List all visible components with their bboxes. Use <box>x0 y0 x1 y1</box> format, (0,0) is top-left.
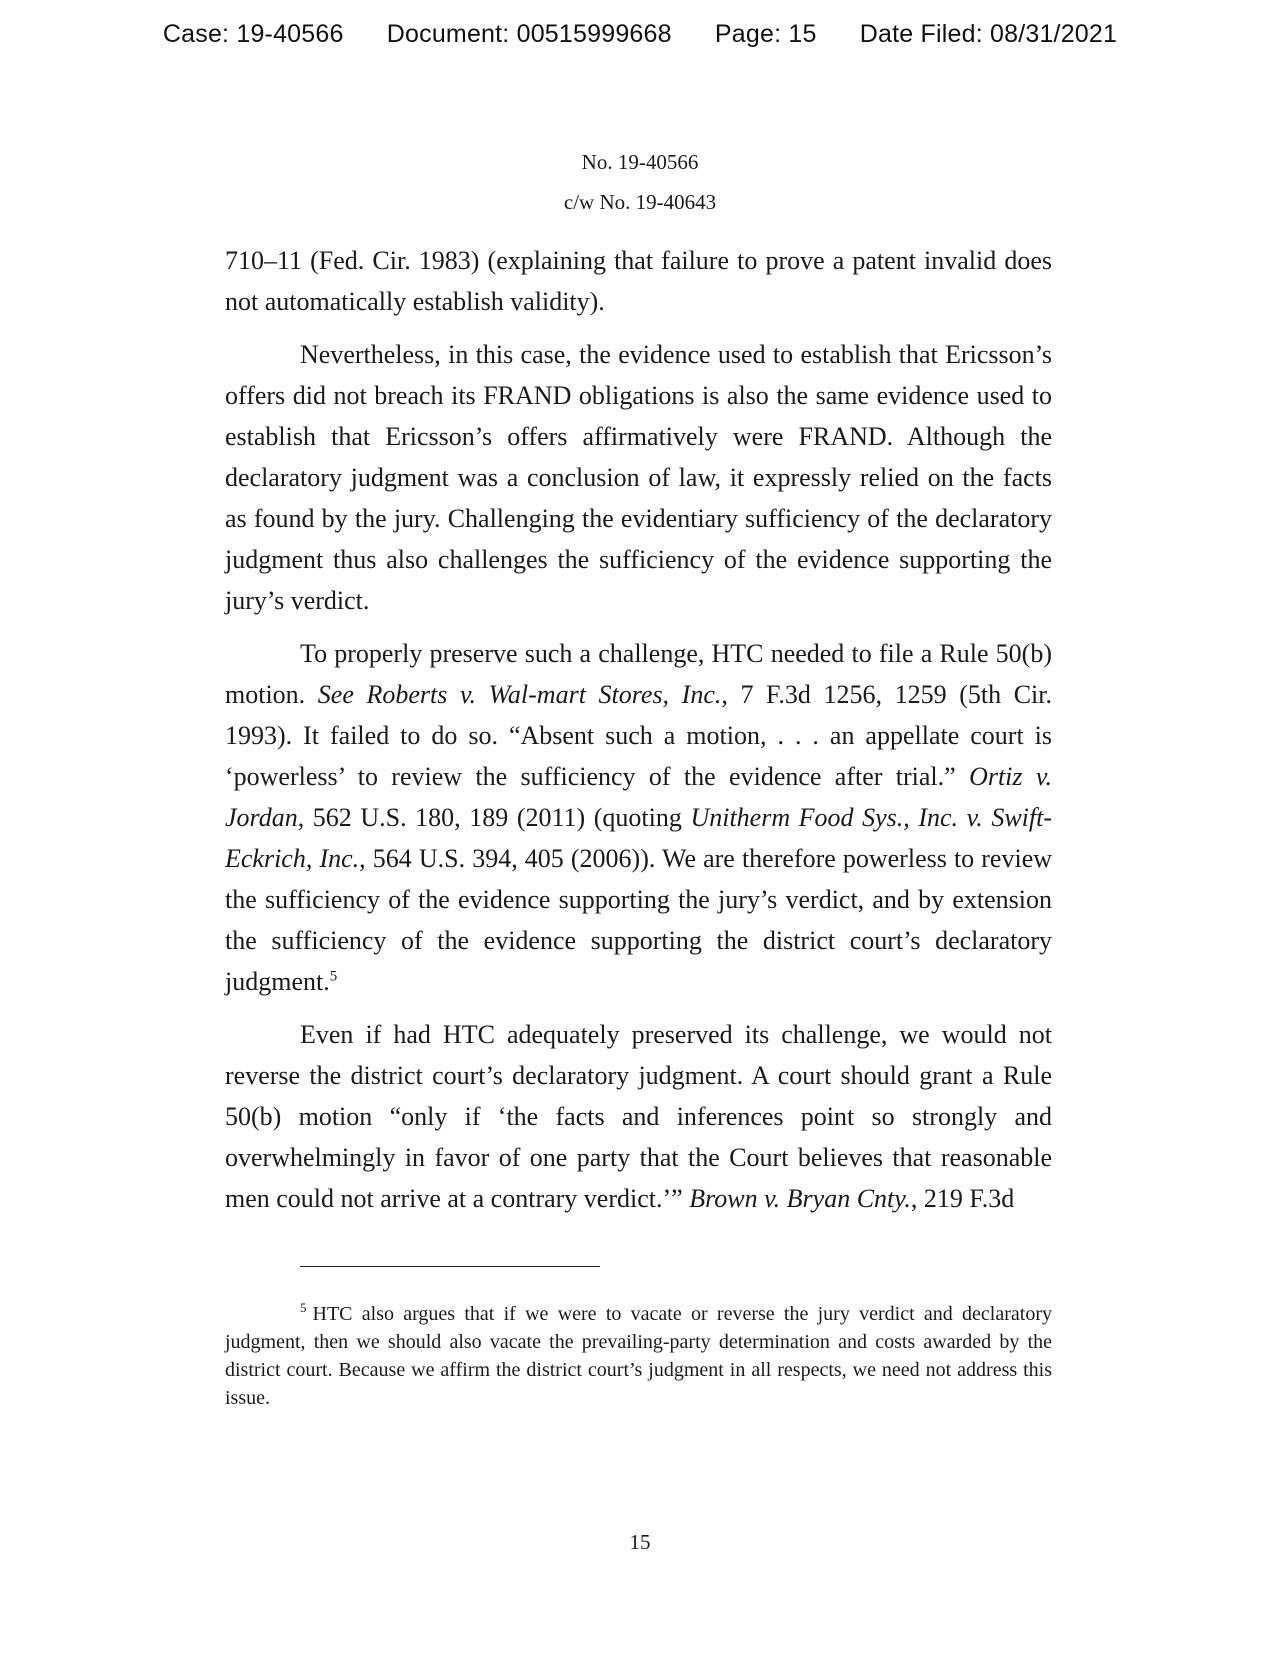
paragraph-2: Nevertheless, in this case, the evidence used to establish that Ericsson’s offers did not breach its FRAND obligations is also the same evidence used to establish that Ericsson’s offers affirmatively were FRAND. Although the declaratory judgment was a conclusion of law, it expressly relied on the facts as found by the jury. Challenging the evidentiary sufficiency of the declaratory judgment thus also challenges the sufficiency of the evidence supporting the jury’s verdict. <box>225 340 1052 615</box>
paragraph-4-text-a: Even if had HTC adequately preserved its challenge, we would not reverse the district court’s declaratory judgment. A court should grant a Rule 50(b) motion “only if ‘the facts and inferences point so strongly and overwhelmingly in favor of one party that the Court believes that reasonable men could not arrive at a contrary verdict.’” <box>225 1020 1052 1213</box>
caption-case-number: No. 19-40566 <box>581 150 699 174</box>
paragraph-4-text-c: , 219 F.3d <box>910 1184 1015 1213</box>
caption-consolidated-number: c/w No. 19-40643 <box>563 190 717 214</box>
citation-brown: Brown v. Bryan Cnty. <box>689 1184 911 1213</box>
page-number: 15 <box>629 1530 651 1554</box>
footnote-reference: 5 <box>329 968 338 985</box>
citation-unitherm: Unitherm Food Sys., Inc. v. Swift-Eckrich, Inc. <box>225 803 1052 873</box>
filing-header <box>0 20 1280 49</box>
paragraph-4 <box>225 1014 1052 1219</box>
header-page-number: Page: 15 <box>714 20 817 48</box>
paragraph-3 <box>225 633 1052 1002</box>
paragraph-3-text-e: , 562 U.S. 180, 189 (2011) (quoting <box>297 803 691 832</box>
paragraph-1: 710–11 (Fed. Cir. 1983) (explaining that failure to prove a patent invalid does not automatically establish validity). <box>225 246 1052 316</box>
citation-roberts: See Roberts v. Wal-mart Stores, Inc. <box>317 680 722 709</box>
document-number: Document: 00515999668 <box>386 20 672 48</box>
footnote-text: HTC also argues that if we were to vacate or reverse the jury verdict and declaratory judgment, then we should also vacate the prevailing-party determination and costs awarded by the district court. Because we affirm the district court’s judgment in all respects, we need not address this issue. <box>225 1303 1052 1409</box>
opinion-body <box>225 240 1052 1231</box>
footnote-divider <box>300 1266 600 1267</box>
date-filed: Date Filed: 08/31/2021 <box>859 20 1118 48</box>
footnote-5 <box>225 1300 1052 1412</box>
paragraph-3-text-a: To properly preserve such a challenge, HTC needed to file a Rule 50(b) motion. <box>225 639 1052 709</box>
paragraph-3-text-g: , 564 U.S. 394, 405 (2006)). We are therefore powerless to review the sufficiency of the evidence supporting the jury’s verdict, and by extension the sufficiency of the evidence supporting the district court’s declaratory judgment. <box>225 844 1053 996</box>
case-number: Case: 19-40566 <box>162 20 344 48</box>
footnote-mark: 5 <box>300 1300 307 1316</box>
citation-ortiz: Ortiz v. Jordan <box>225 762 1052 832</box>
paragraph-3-text-c: , 7 F.3d 1256, 1259 (5th Cir. 1993). It failed to do so. “Absent such a motion, . . . an appellate court is ‘powerless’ to review the sufficiency of the evidence after trial.” <box>225 680 1053 791</box>
